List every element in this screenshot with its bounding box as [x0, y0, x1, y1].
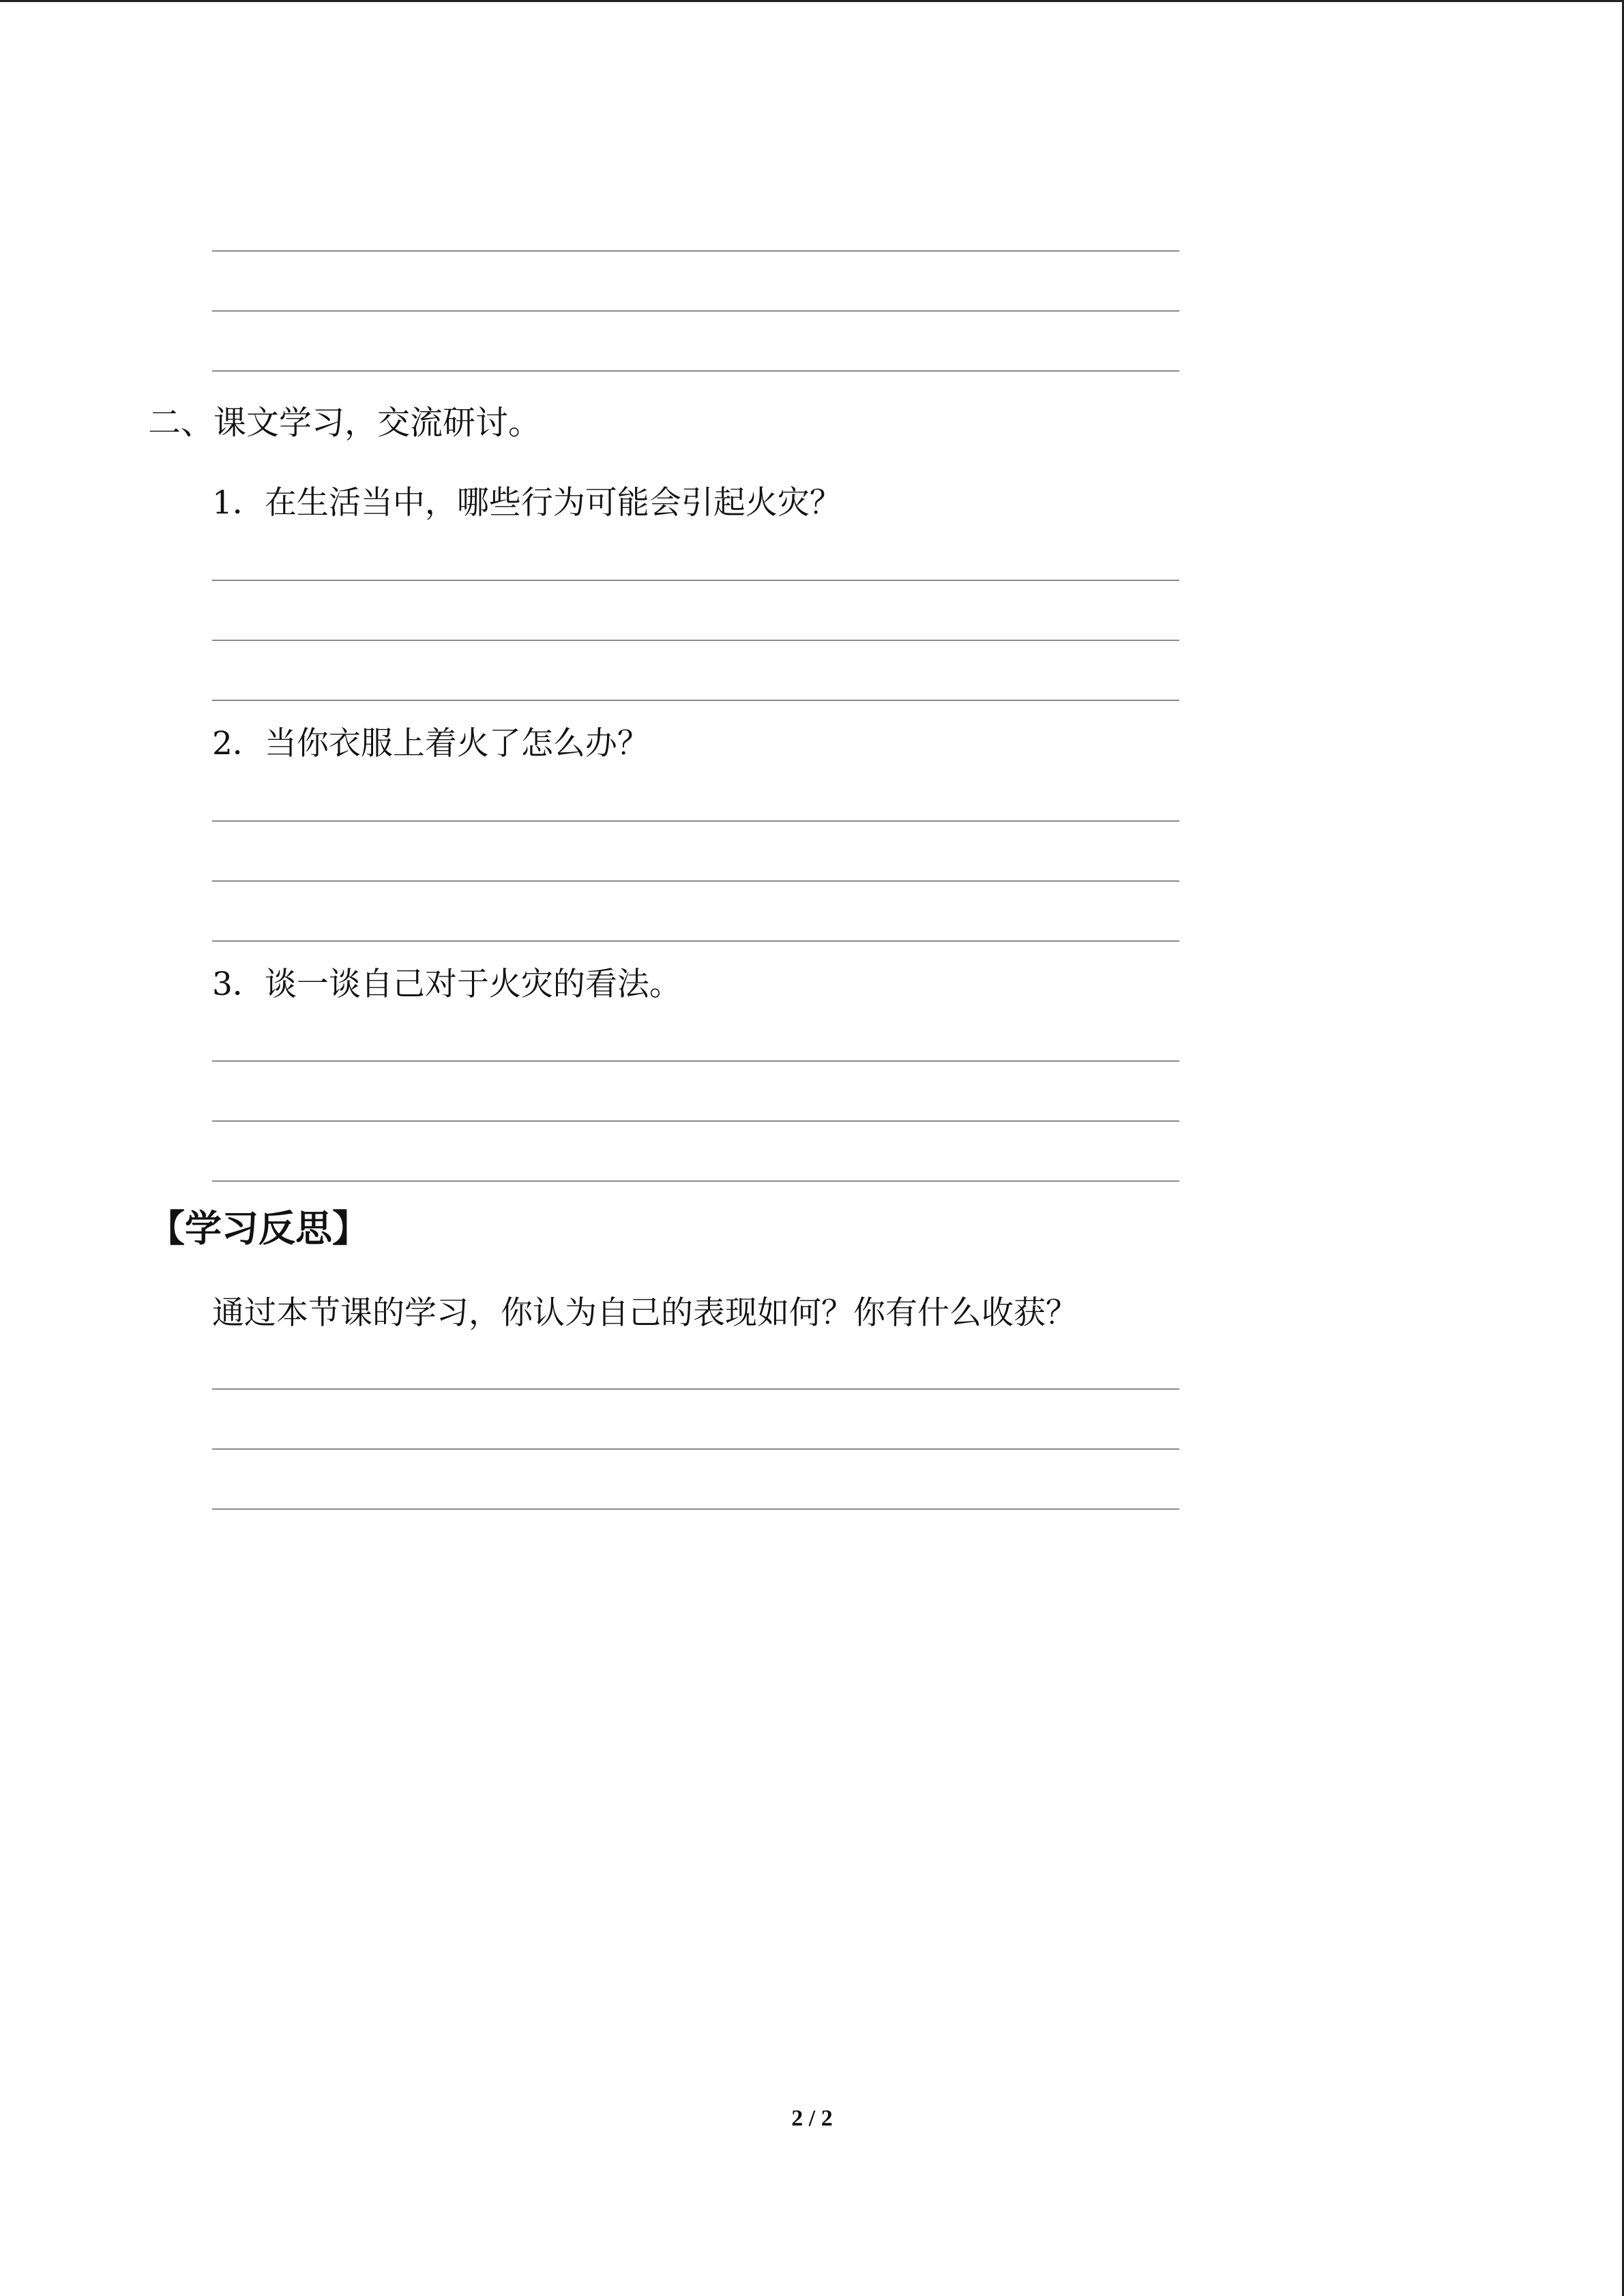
answer-line [212, 640, 1179, 641]
section-title: 二、课文学习，交流研讨。 [148, 404, 542, 442]
answer-line [212, 310, 1179, 312]
answer-line [212, 880, 1179, 882]
answer-line [212, 1508, 1179, 1510]
answer-line [212, 1448, 1179, 1450]
answer-line [212, 940, 1179, 942]
reflection-heading: 【学习反思】 [148, 1207, 369, 1250]
answer-line [212, 1060, 1179, 1062]
answer-line [212, 580, 1179, 581]
answer-line [212, 370, 1179, 372]
reflection-prompt: 通过本节课的学习，你认为自己的表现如何？你有什么收获？ [212, 1294, 1078, 1332]
question-3: 3．谈一谈自己对于火灾的看法。 [212, 966, 681, 1003]
page-top-border [0, 0, 1624, 2]
question-2: 2．当你衣服上着火了怎么办？ [212, 725, 649, 762]
answer-line [212, 250, 1179, 252]
question-1: 1．在生活当中，哪些行为可能会引起火灾？ [212, 484, 842, 522]
answer-line [212, 1180, 1179, 1182]
answer-line [212, 820, 1179, 822]
answer-line [212, 1388, 1179, 1390]
page-number: 2 / 2 [791, 2106, 833, 2131]
answer-line [212, 700, 1179, 701]
answer-line [212, 1120, 1179, 1122]
